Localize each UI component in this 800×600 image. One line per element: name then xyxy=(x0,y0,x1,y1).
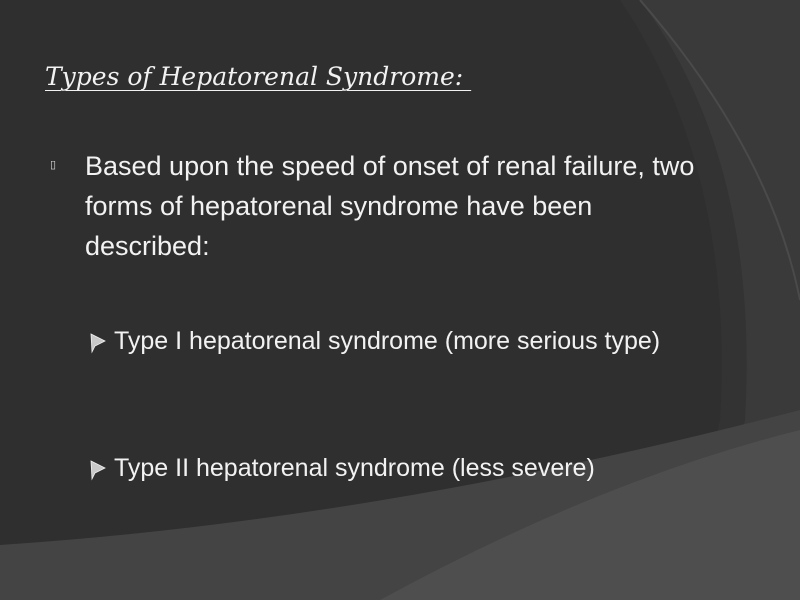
arrowhead-bullet-icon xyxy=(88,323,108,360)
sub-bullet-text: Type I hepatorenal syndrome (more serious type) xyxy=(114,327,661,355)
slide-title: Types of Hepatorenal Syndrome: xyxy=(45,62,472,91)
arrowhead-bullet-icon xyxy=(88,450,108,487)
sub-bullet-item xyxy=(88,323,728,360)
sub-bullet-item xyxy=(88,450,728,487)
bullet-text: Based upon the speed of onset of renal failure, two forms of hepatorenal syndrome have been described: xyxy=(85,151,695,261)
bullet-item xyxy=(45,146,705,266)
small-square-bullet-icon: ▯ xyxy=(50,159,57,171)
sub-bullet-text: Type II hepatorenal syndrome (less severe) xyxy=(114,454,595,482)
